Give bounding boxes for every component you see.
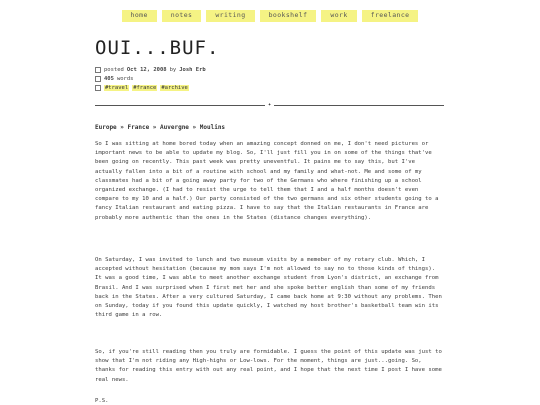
post-paragraph-3: So, if you're still reading then you truly are formidable. I guess the point of this update was just to show that I'm not riding any High-highs or Low-lows. For the moment, things are just...going. So, thanks for reading this entry with out any real point, and I hope that the next time I post I have some real news. <box>95 349 442 383</box>
nav-work[interactable]: work <box>321 10 356 22</box>
divider-star-icon: ✦ <box>267 101 272 108</box>
nav-home[interactable]: home <box>122 10 157 22</box>
tag-travel[interactable]: #travel <box>105 85 129 91</box>
nav-writing[interactable]: writing <box>206 10 254 22</box>
post-paragraph-1: So I was sitting at home bored today when an amazing concept donned on me, I don't need pictures or important news to be able to update my blog. So, I'll just fill you in on some of the things that've been going on recently. This past week was pretty uneventful. It pains me to say this, but I've actually fallen into a bit of a routine with school and my family and what-not. Me and some of my classmates had a bit of a going away party for two of the Germans who where finishing up a school organized exchange. (I had to resist the urge to tell them that I and a half months doesn't even compare to my 10 and a half.) Our party consisted of the two germans and six other students going to a fancy Italian restaurant and eating pizza. I have to say that the Italian restaurants in France are probably more authentic than the ones in the States (distance changes everything). <box>95 141 439 221</box>
post-title: OUI...BUF. <box>95 37 220 59</box>
by-label: by <box>169 67 177 73</box>
post-paragraph-2: On Saturday, I was invited to lunch and two museum visits by a memeber of my rotary club. Which, I accepted without hesitation (because my mom says I'm not allowed to say no to those kinds of things). It was a good time, I was able to meet another exchange student from Lyon's district, an exchange from Brasil. And I was surprised when I first met her and she spoke better english than some of my friends back in the States. After a very cultured Saturday, I came back home at 9:30 without any problems. Then on Sunday, today if you found this update quickly, I watched my host brother's basketball team win its third game in a row. <box>95 257 442 319</box>
word-count-line <box>95 76 134 82</box>
nav-bookshelf[interactable]: bookshelf <box>260 10 317 22</box>
word-count: 405 <box>104 76 114 82</box>
post-paragraph-ps: P.S. <box>95 398 109 404</box>
tag-archive[interactable]: #archive <box>161 85 188 91</box>
tag-icon <box>95 85 101 91</box>
post-date-line <box>95 67 206 73</box>
nav-freelance[interactable]: freelance <box>362 10 419 22</box>
location-breadcrumb: Europe » France » Auvergne » Moulins <box>95 124 226 131</box>
post-author: Josh Erb <box>179 67 206 73</box>
posted-prefix: posted <box>104 67 124 73</box>
main-nav <box>0 10 540 22</box>
post-date: Oct 12, 2008 <box>126 67 167 73</box>
document-icon <box>95 76 101 82</box>
calendar-icon <box>95 67 101 73</box>
divider-line-right <box>274 105 444 106</box>
tag-france[interactable]: #france <box>133 85 157 91</box>
divider-line-left <box>95 105 265 106</box>
nav-notes[interactable]: notes <box>162 10 202 22</box>
words-label: words <box>116 76 134 82</box>
tag-list <box>95 85 189 91</box>
section-divider <box>95 101 444 108</box>
